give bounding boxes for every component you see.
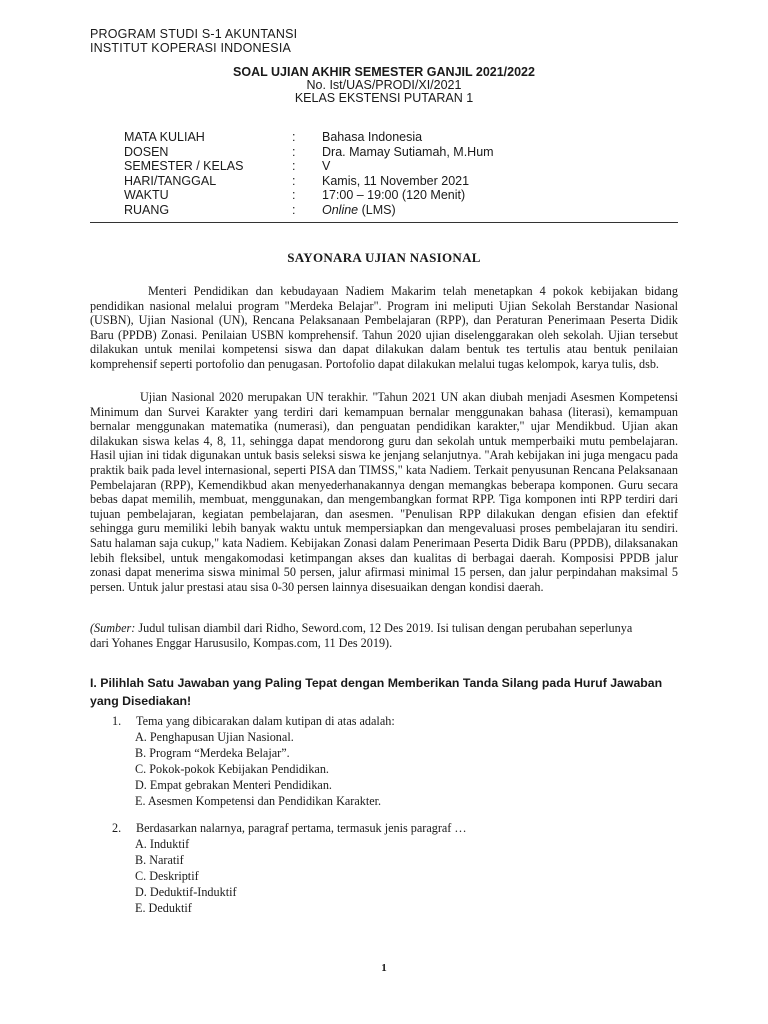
meta-row-course — [124, 130, 494, 145]
meta-value — [322, 203, 396, 218]
answer-option-b[interactable]: B. Program “Merdeka Belajar”. — [135, 746, 290, 760]
section-instruction: I. Pilihlah Satu Jawaban yang Paling Tepat dengan Memberikan Tanda Silang pada Huruf Jawaban yang Disediakan! — [90, 676, 663, 708]
meta-label: WAKTU — [124, 188, 169, 202]
meta-row-room — [124, 203, 494, 218]
meta-value: Bahasa Indonesia — [322, 130, 423, 144]
meta-row-semester — [124, 159, 494, 174]
question-text: Berdasarkan nalarnya, paragraf pertama, termasuk jenis paragraf … — [136, 821, 467, 835]
answer-option-a[interactable]: A. Induktif — [135, 837, 190, 851]
article-source — [90, 621, 650, 651]
exam-header — [0, 66, 768, 105]
meta-row-time — [124, 188, 494, 203]
meta-value: 17:00 – 19:00 (120 Menit) — [322, 188, 466, 202]
exam-class: KELAS EKSTENSI PUTARAN 1 — [294, 91, 474, 105]
answer-option-c[interactable]: C. Deskriptif — [135, 869, 199, 883]
meta-value: Dra. Mamay Sutiamah, M.Hum — [322, 144, 494, 159]
meta-label: MATA KULIAH — [124, 130, 205, 144]
answer-option-d[interactable]: D. Deduktif-Induktif — [135, 885, 237, 899]
question-number: 2. — [112, 821, 122, 835]
meta-colon: : — [292, 202, 296, 217]
meta-label: SEMESTER / KELAS — [124, 159, 244, 173]
page-number: 1 — [381, 962, 387, 974]
article-title: SAYONARA UJIAN NASIONAL — [287, 250, 481, 265]
room-platform: (LMS) — [358, 202, 396, 217]
institution-header — [90, 27, 297, 55]
question-text: Tema yang dibicarakan dalam kutipan di atas adalah: — [136, 714, 395, 728]
institution-name: INSTITUT KOPERASI INDONESIA — [90, 41, 292, 55]
meta-label: RUANG — [124, 202, 170, 217]
meta-colon: : — [292, 130, 296, 144]
room-mode: Online — [322, 202, 359, 217]
meta-colon: : — [292, 144, 296, 159]
question-1 — [112, 713, 682, 809]
meta-row-date — [124, 174, 494, 189]
meta-colon: : — [292, 159, 296, 173]
meta-row-lecturer — [124, 145, 494, 160]
answer-option-e[interactable]: E. Deduktif — [135, 901, 192, 915]
source-text: Judul tulisan diambil dari Ridho, Seword.com, 12 Des 2019. Isi tulisan dengan perubahan seperlunya dari Yohanes Enggar Harususilo, Kompas.com, 11 Des 2019). — [90, 621, 633, 650]
exam-meta-table — [124, 130, 494, 217]
header-divider — [90, 222, 678, 223]
answer-options — [112, 836, 682, 916]
meta-colon: : — [292, 173, 296, 188]
answer-option-a[interactable]: A. Penghapusan Ujian Nasional. — [135, 730, 294, 744]
answer-option-d[interactable]: D. Empat gebrakan Menteri Pendidikan. — [135, 778, 332, 792]
meta-value: V — [322, 159, 331, 173]
meta-label: DOSEN — [124, 144, 169, 159]
source-label: (Sumber: — [90, 621, 136, 635]
question-stem — [112, 713, 682, 729]
article-paragraph-2: Ujian Nasional 2020 merupakan UN terakhir. "Tahun 2021 UN akan diubah menjadi Asesmen Kompetensi Minimum dan Survei Karakter yang terdiri dari kemampuan bernalar menggunakan bahasa (literasi), kemampuan bernalar menggunakan matematika (numerasi), dan penguatan pendidikan karakter," ujar Mendikbud. Ujian akan dilakukan siswa kelas 4, 8, 11, sehingga dapat mendorong guru dan sekolah untuk memperbaiki mutu pembelajaran. Hasil ujian ini tidak digunakan untuk basis seleksi siswa ke jenjang selanjutnya. "Arah kebijakan ini juga mengacu pada praktik baik pada level internasional, seperti PISA dan TIMSS," kata Nadiem. Terkait penyusunan Rencana Pelaksanaan Pembelajaran (RPP), Kemendikbud akan menyederhanakannya dengan memangkas beberapa komponen. Guru secara bebas dapat memilih, membuat, menggunakan, dan mengembangkan format RPP. Tiga komponen inti RPP terdiri dari tujuan pembelajaran, kegiatan pembelajaran, dan asesmen. "Penulisan RPP dilakukan dengan efisien dan efektif sehingga guru memiliki lebih banyak waktu untuk mempersiapkan dan mengevaluasi proses pembelajaran itu sendiri. Satu halaman saja cukup," kata Nadiem. Kebijakan Zonasi dalam Penerimaan Peserta Didik Baru (PPDB), dilaksanakan lebih fleksibel, untuk mengakomodasi ketimpangan akses dan kualitas di berbagai daerah. Komposisi PPDB jalur zonasi dapat menerima siswa minimal 50 persen, jalur afirmasi minimal 15 persen, dan jalur perpindahan maksimal 5 persen. Untuk jalur prestasi atau sisa 0-30 persen lainnya disesuaikan dengan kondisi daerah. — [90, 390, 678, 594]
exam-title: SOAL UJIAN AKHIR SEMESTER GANJIL 2021/2022 — [233, 65, 535, 79]
article-paragraph-1: Menteri Pendidikan dan kebudayaan Nadiem Makarim telah menetapkan 4 pokok kebijakan bidang pendidikan nasional melalui program "Merdeka Belajar". Program ini meliputi Ujian Sekolah Berstandar Nasional (USBN), Ujian Nasional (UN), Rencana Pelaksanaan Pembelajaran (RPP), dan Peraturan Penerimaan Peserta Didik Baru (PPDB) Zonasi. Penilaian USBN komprehensif. Tahun 2020 ujian diselenggarakan oleh sekolah. Ujian tersebut dilakukan untuk menilai kompetensi siswa dan dapat dilakukan dalam bentuk tes tertulis atau bentuk penilaian komprehensif seperti portofolio dan penugasan. Portofolio dapat dilakukan melalui tugas kelompok, karya tulis, dsb. — [90, 284, 678, 371]
question-stem — [112, 820, 682, 836]
question-2 — [112, 820, 682, 916]
answer-options — [112, 729, 682, 809]
meta-label: HARI/TANGGAL — [124, 173, 217, 188]
exam-number: No. Ist/UAS/PRODI/XI/2021 — [306, 78, 462, 92]
answer-option-b[interactable]: B. Naratif — [135, 853, 184, 867]
meta-value: Kamis, 11 November 2021 — [322, 173, 470, 188]
answer-option-e[interactable]: E. Asesmen Kompetensi dan Pendidikan Karakter. — [135, 794, 382, 808]
question-number: 1. — [112, 714, 122, 728]
program-name: PROGRAM STUDI S-1 AKUNTANSI — [90, 27, 298, 41]
meta-colon: : — [292, 188, 296, 202]
answer-option-c[interactable]: C. Pokok-pokok Kebijakan Pendidikan. — [135, 762, 329, 776]
